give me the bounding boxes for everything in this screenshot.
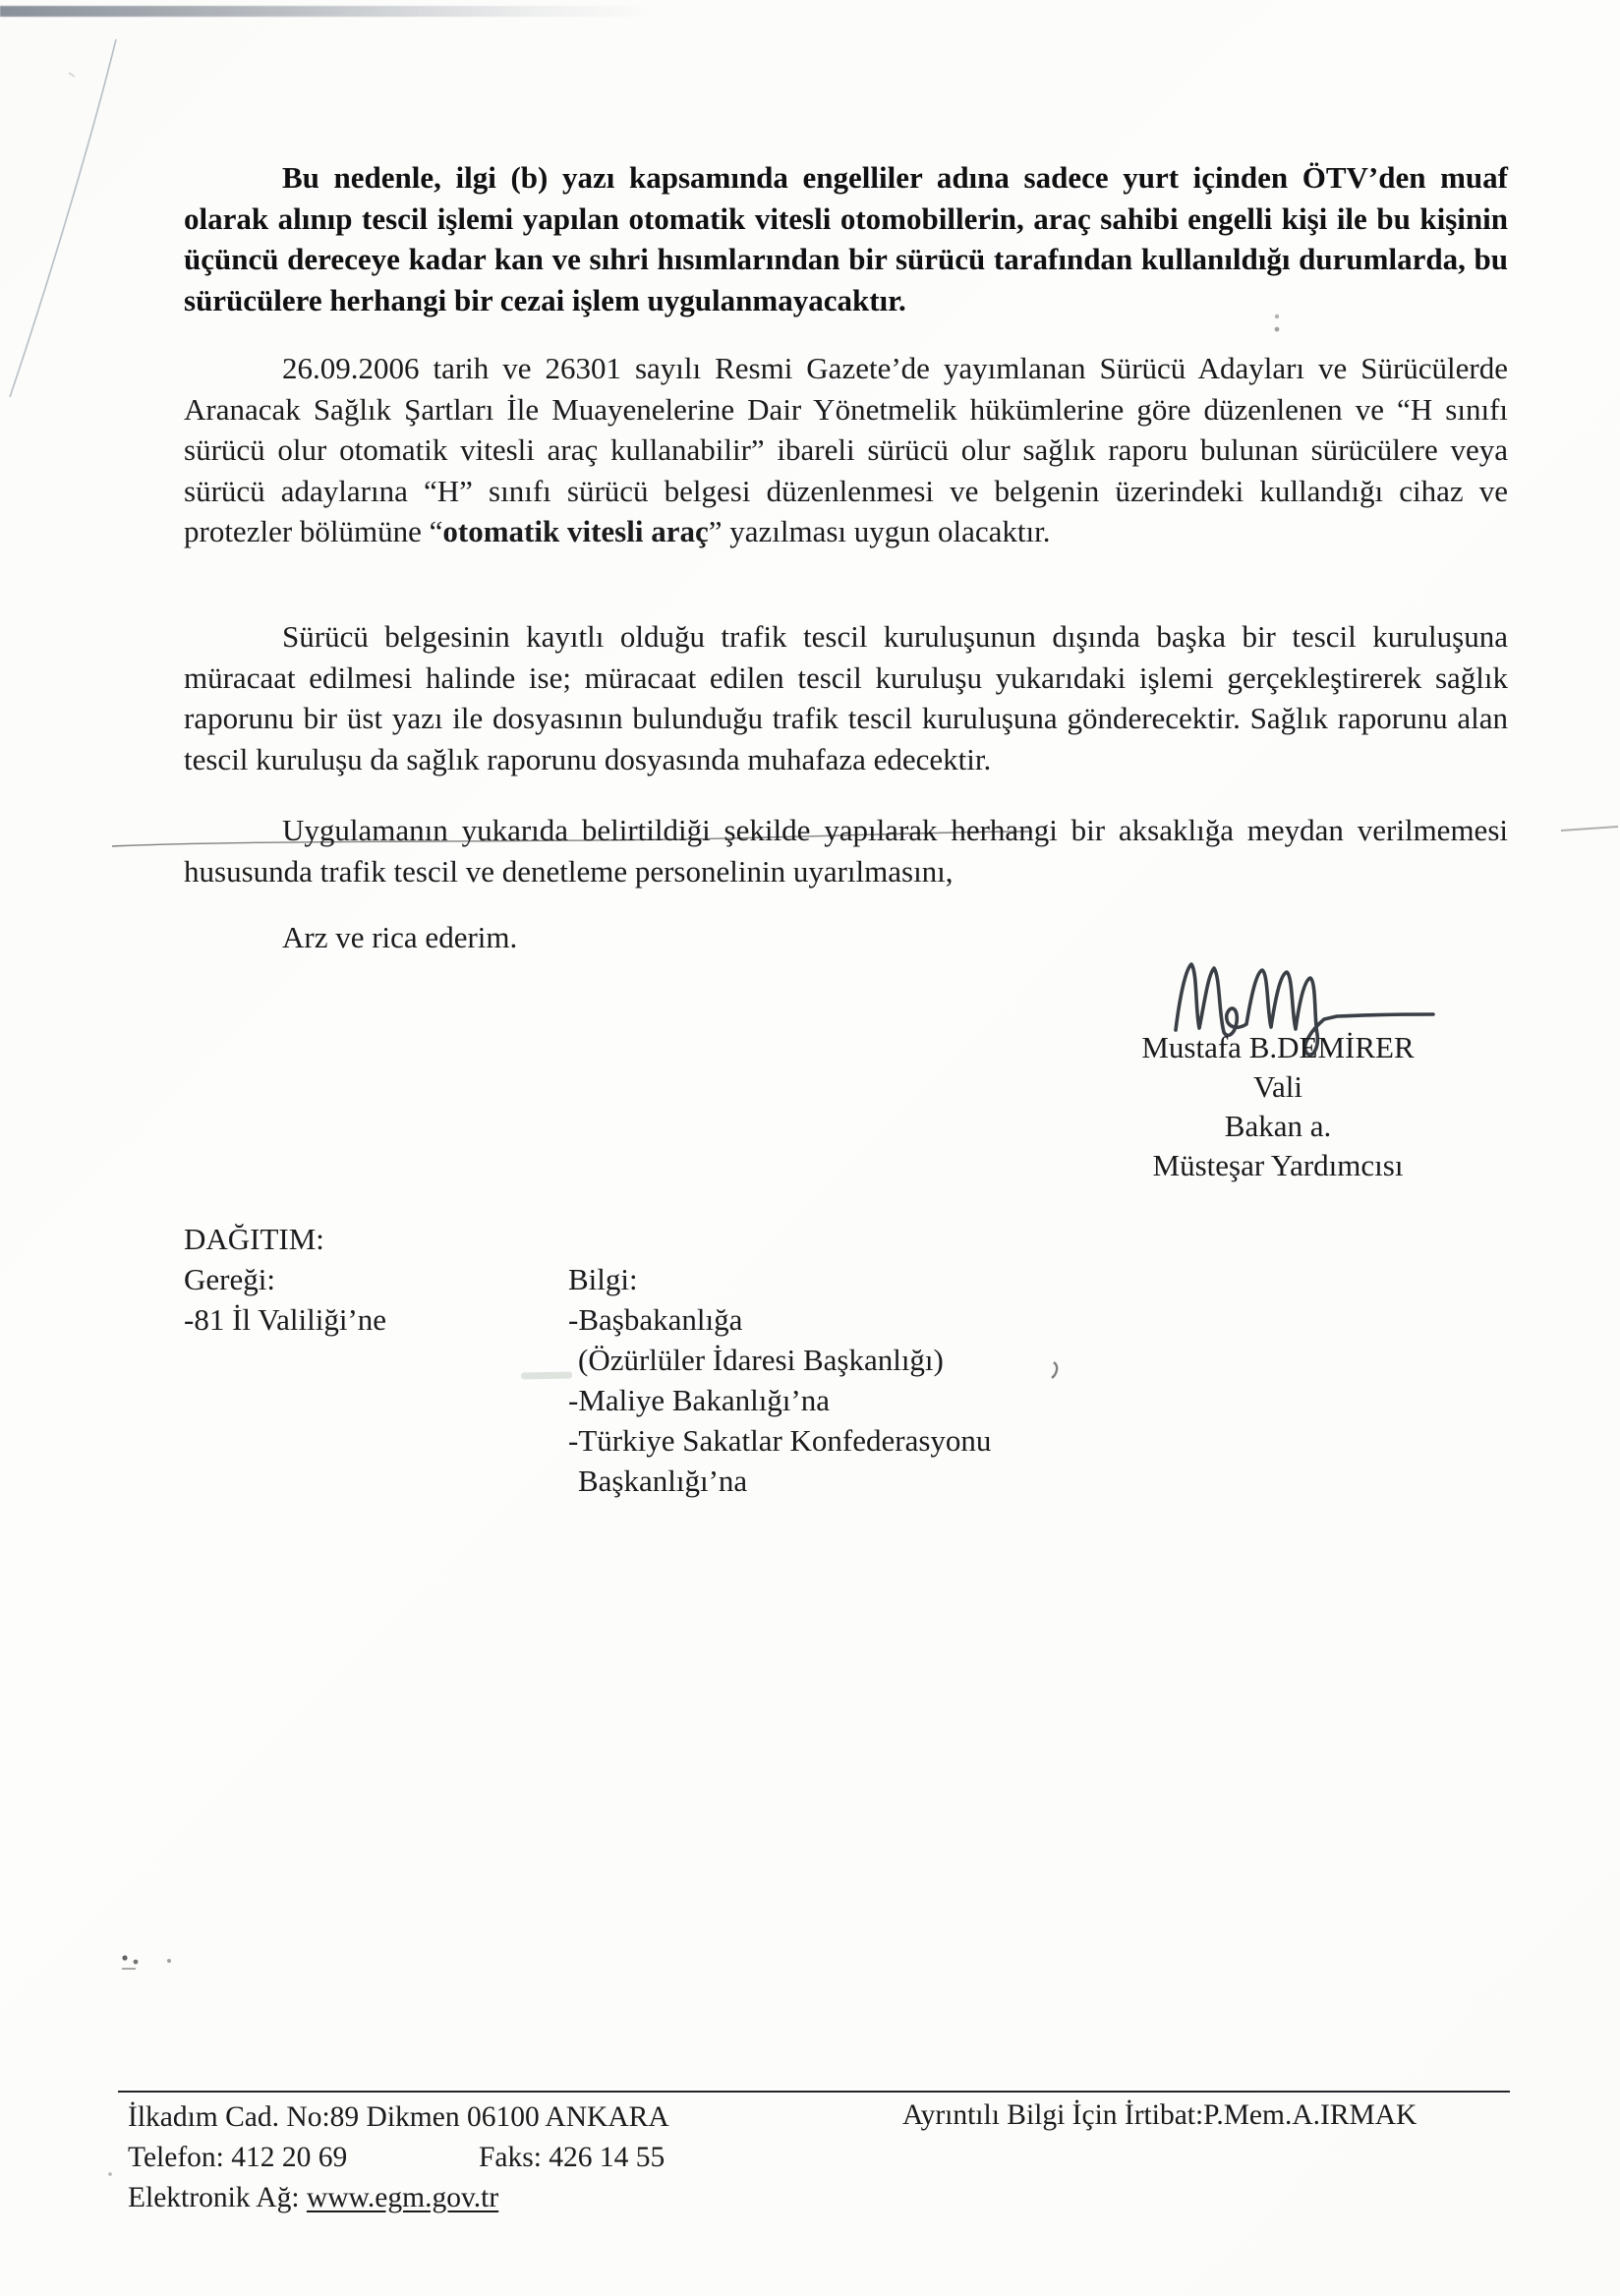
- paragraph-2-bold-phrase: otomatik vitesli araç: [442, 514, 709, 548]
- distribution-right-column: [568, 1259, 991, 1501]
- paragraph-3: Sürücü belgesinin kayıtlı olduğu trafik tescil kuruluşunun dışında başka bir tescil kuruluşuna müracaat edilmesi halinde ise; müracaat edilen tescil kuruluşu yukarıdaki işlemi gerçekleştirerek sağlık raporunu bir üst yazı ile dosyasının bulunduğu trafik tescil kuruluşuna gönderecektir. Sağlık raporunu alan tescil kuruluşu da sağlık raporunu dosyasında muhafaza edecektir.: [184, 619, 1508, 776]
- distribution-geregi-label: Gereği:: [184, 1262, 275, 1296]
- footer-phone: Telefon: 412 20 69: [128, 2142, 348, 2173]
- distribution-bilgi-item: Başkanlığı’na: [578, 1464, 748, 1498]
- dash-artifact-right: [1561, 827, 1618, 831]
- paragraph-4: Uygulamanın yukarıda belirtildiği şekilde yapılarak herhangi bir aksaklığa meydan verilmemesi hususunda trafik tescil ve denetleme personelinin uyarılmasını,: [184, 813, 1508, 889]
- paragraph-1: Bu nedenle, ilgi (b) yazı kapsamında engelliler adına sadece yurt içinden ÖTV’den muaf olarak alınıp tescil işlemi yapılan otomatik vitesli otomobillerin, araç sahibi engelli kişi ile bu kişinin üçüncü dereceye kadar kan ve sıhri hısımlarından bir sürücü tarafından kullanıldığı durumlarda, bu sürücülere herhangi bir cezai işlem uygulanmayacaktır.: [184, 160, 1508, 317]
- scan-artifact-top-strip: [0, 6, 649, 17]
- comma-speck-artifact: [1052, 1362, 1057, 1378]
- paragraph-2: [184, 348, 1508, 552]
- footer-contact: Ayrıntılı Bilgi İçin İrtibat:P.Mem.A.IRMAK: [902, 2099, 1418, 2131]
- smudge-artifact: [521, 1372, 572, 1380]
- distribution-bilgi-label: Bilgi:: [568, 1262, 638, 1296]
- footer-web-label: Elektronik Ağ:: [128, 2182, 307, 2213]
- paragraph-2-tail: ” yazılması uygun olacaktır.: [708, 514, 1051, 548]
- signatory-name: Mustafa B.DEMİRER: [1141, 1030, 1415, 1064]
- distribution-geregi-item: -81 İl Valiliği’ne: [184, 1302, 387, 1337]
- footer-divider: [118, 2091, 1510, 2093]
- signature-block: [1057, 1028, 1499, 1185]
- footer-web: [128, 2182, 498, 2214]
- signatory-title-vali: Vali: [1253, 1069, 1302, 1104]
- distribution-heading: DAĞITIM:: [184, 1222, 324, 1256]
- distribution-left-column: [184, 1219, 386, 1340]
- footer-fax: Faks: 426 14 55: [479, 2142, 665, 2173]
- paragraph-2-text: 26.09.2006 tarih ve 26301 sayılı Resmi Gazete’de yayımlanan Sürücü Adayları ve Sürücülerde Aranacak Sağlık Şartları İle Muayenelerine Dair Yönetmelik hükümlerine göre düzenlenen ve “H sınıfı sürücü olur otomatik vitesli araç kullanabilir” ibareli sürücü olur sağlık raporu bulunan sürücülere veya sürücü adaylarına “H” sınıfı sürücü belgesi düzenlenmesi ve belgenin üzerindeki kullandığı cihaz ve protezler bölümüne “: [184, 351, 1508, 548]
- distribution-bilgi-item: -Maliye Bakanlığı’na: [568, 1383, 830, 1417]
- signatory-title-mustesar: Müsteşar Yardımcısı: [1152, 1148, 1404, 1182]
- scratch-line-artifact: [10, 39, 116, 397]
- footer-address: İlkadım Cad. No:89 Dikmen 06100 ANKARA: [128, 2101, 669, 2133]
- distribution-bilgi-item: -Türkiye Sakatlar Konfederasyonu: [568, 1423, 992, 1458]
- closing-phrase: Arz ve rica ederim.: [282, 920, 518, 954]
- signatory-title-bakan: Bakan a.: [1224, 1109, 1332, 1143]
- footer-web-url: www.egm.gov.tr: [306, 2182, 499, 2213]
- distribution-bilgi-item: -Başbakanlığa: [568, 1302, 743, 1337]
- distribution-bilgi-item: (Özürlüler İdaresi Başkanlığı): [578, 1343, 944, 1377]
